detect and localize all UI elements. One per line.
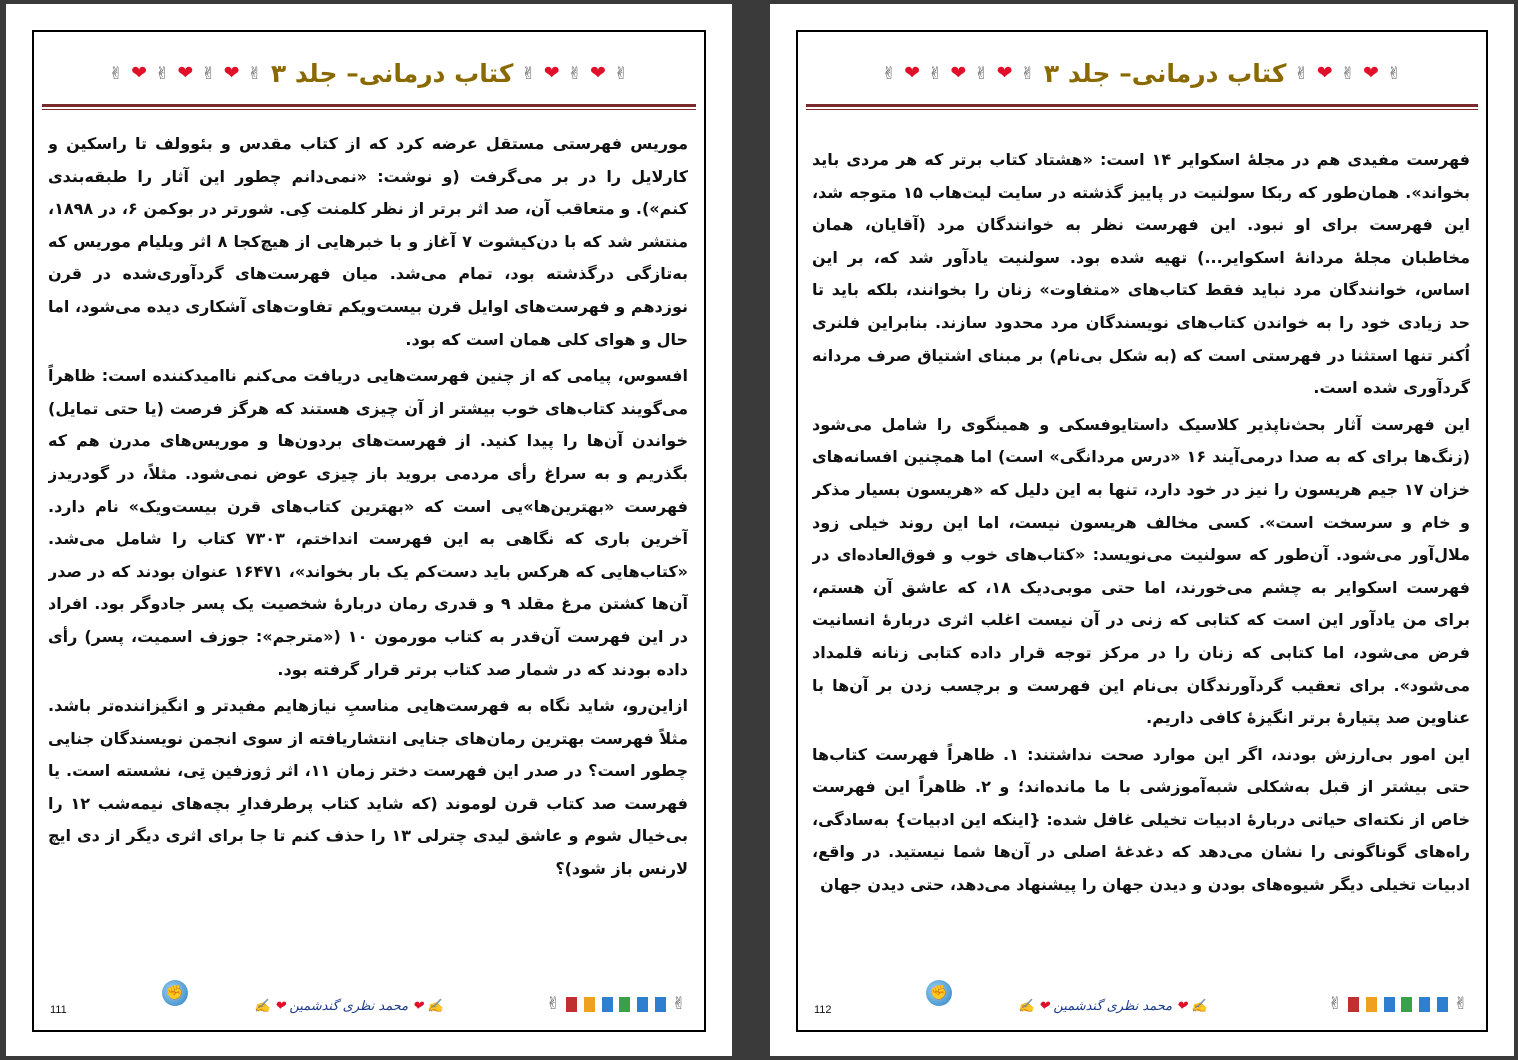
page-footer (808, 978, 1476, 1022)
heart-icon: ❤ (223, 62, 241, 84)
page-number: 112 (814, 1004, 832, 1016)
book-icon (1366, 997, 1377, 1012)
book-icon (1384, 997, 1395, 1012)
victory-hand-icon: ✌ (928, 64, 944, 84)
victory-hand-icon: ✌ (521, 64, 537, 84)
header-decoration-left (882, 62, 1036, 84)
victory-hand-icon: ✌ (671, 994, 686, 1014)
victory-hand-icon: ✌ (567, 64, 583, 84)
victory-hand-icon: ✌ (546, 994, 561, 1014)
header-rule (806, 104, 1478, 110)
page-header (808, 48, 1476, 98)
book-icon (584, 997, 595, 1012)
book-icon (655, 997, 666, 1012)
book-icon (637, 997, 648, 1012)
heart-icon: ❤ (1362, 62, 1380, 84)
page-111 (6, 4, 732, 1056)
victory-hand-icon: ✌ (881, 64, 898, 84)
paragraph: این امور بی‌ارزش بودند، اگر این موارد صحت نداشتند: ۱. ظاهراً فهرست کتاب‌ها حتی بیشتر از قبل به‌شکلی شبه‌آموزشی با ما مانده‌اند؛ و ۲. ظاهراً این فهرست خاص از نکته‌ای حیاتی دربارهٔ ادبیات تخیلی غافل شده: {اینکه این ادبیات} به‌سادگی، راه‌های گوناگونی را نشان می‌دهد که دغدغهٔ اصلی در آن‌ها شما نیستید. در واقع، ادبیات تخیلی دیگر شیوه‌های بودن و دیدن جهان را پیشنهاد می‌دهد، حتی دیدن جهان (812, 744, 1470, 895)
heart-icon: ❤ (950, 62, 968, 84)
heart-icon: ❤ (904, 62, 922, 84)
book-icon (1401, 997, 1412, 1012)
heart-icon: ❤ (1176, 999, 1188, 1014)
header-decoration-right (1294, 62, 1402, 84)
victory-hand-icon: ✌ (613, 64, 630, 84)
victory-hand-icon: ✌ (1020, 64, 1036, 84)
page-footer (44, 978, 694, 1022)
signature-text: محمد نظری گندشمین (1053, 999, 1173, 1014)
victory-hand-icon: ✌ (1294, 64, 1310, 84)
page-header (44, 48, 694, 98)
victory-hand-icon: ✌ (247, 64, 263, 84)
heart-icon: ❤ (589, 62, 607, 84)
victory-hand-icon: ✌ (1340, 64, 1356, 84)
paragraph: فهرست مفیدی هم در مجلهٔ اسکوایر ۱۴ است: «هشتاد کتاب برتر که هر مردی باید بخواند». همان‌طور که ربکا سولنیت در پاییز گذشته در سایت لیت‌هاب ۱۵ متوجه شد، این فهرست برای او نبود. این فهرست نظر به خوانندگان مرد (آقایان، همان مخاطبان مجلهٔ مردانهٔ اسکوایر...) تهیه شده بود. سولنیت یادآور شد که، بر این اساس، خوانندگان مرد نباید فقط کتاب‌های «متفاوت» زنان را بخوانند، بلکه باید تا حد زیادی خود را به خواندن کتاب‌های نویسندگان مرد محدود سازند. بنابراین فلنری اُکنر تنها استثنا در فهرستی است که (به شکل بی‌نام) بر مبنای اشتیاق صرف مردانه گردآوری شده است. (812, 150, 1470, 398)
book-icon (619, 997, 630, 1012)
signature-text: محمد نظری گندشمین (289, 999, 409, 1014)
book-icon (602, 997, 613, 1012)
heart-icon: ❤ (131, 62, 149, 84)
heart-icon: ❤ (543, 62, 561, 84)
heart-icon: ❤ (177, 62, 195, 84)
heart-icon: ❤ (274, 999, 286, 1014)
victory-hand-icon: ✌ (1386, 64, 1403, 84)
book-icon (1437, 997, 1448, 1012)
books-decoration (546, 994, 686, 1014)
heart-icon: ❤ (1038, 999, 1050, 1014)
heart-icon: ❤ (996, 62, 1014, 84)
page-frame (32, 30, 706, 1032)
pen-icon: ✍ (427, 999, 444, 1014)
page-number: 111 (50, 1004, 67, 1016)
pen-icon: ✍ (1018, 999, 1035, 1014)
page-112 (770, 4, 1514, 1056)
globe-icon: ✊ (926, 980, 952, 1006)
author-signature (254, 999, 444, 1014)
heart-icon: ❤ (412, 999, 424, 1014)
pen-icon: ✍ (1191, 999, 1208, 1014)
victory-hand-icon: ✌ (1328, 994, 1343, 1014)
paragraph: افسوس، پیامی که از چنین فهرست‌هایی دریافت می‌کنم ناامیدکننده است: ظاهراً می‌گویند کتاب‌های خوب بیشتر از آن چیزی هستند که هرگز فرصت (یا حتی تمایل) خواندن آن‌ها را پیدا کنید. از فهرست‌های بردون‌ها و موریس‌های مدرن هم که بگذریم و به سراغ رأی مردمی بروید باز چیزی عوض نمی‌شود. مثلاً، در گودریدز فهرست «بهترین‌ها»یی است که «بهترین کتاب‌های قرن بیست‌ویک» نام دارد. آخرین باری که نگاهی به این فهرست انداختم، ۷۳۰۳ کتاب را شامل می‌شد. «کتاب‌هایی که هرکس باید دست‌کم یک بار بخواند»، ۱۶۴۷۱ عنوان بودند که در صدر آن‌ها کشتن مرغ مقلد ۹ و قدری رمان دربارهٔ شخصیت یک پسر جادوگر بود. افراد در این فهرست آن‌قدر به کتاب مورمون ۱۰ («مترجم»: جوزف اسمیت، پسر) رأی داده بودند که در شمار صد کتاب برتر قرار گرفته بود. (48, 366, 688, 679)
header-title: کتاب درمانی– جلد ۳ (270, 58, 514, 88)
header-rule (42, 104, 696, 110)
header-title: کتاب درمانی– جلد ۳ (1043, 58, 1287, 88)
paragraph: این فهرست آثار بحث‌ناپذیر کلاسیک داستایوفسکی و همینگوی را شامل می‌شود (زنگ‌ها برای که به صدا درمی‌آیند ۱۶ «درس مردانگی» است) اما همچنین افسانه‌های خزان ۱۷ جیم هریسون را نیز در خود دارد، تنها به این دلیل که «هریسون بسیار مذکر و خام و سرسخت است». کسی مخالف هریسون نیست، اما این روند خیلی زود ملال‌آور می‌شود. آن‌طور که سولنیت می‌نویسد: «کتاب‌های خوب و فوق‌العاده‌ای در فهرست اسکوایر به چشم می‌خورند، اما حتی موبی‌دیک ۱۸، که عاشق آن هستم، برای من یادآور این است که کتابی که زنی در آن نیست اغلب اثری دربارهٔ انسانیت فرض می‌شود، اما کتابی که زنان را در مرکز توجه قرار داده کتابی زنانه قلمداد می‌شود». برای تعقیب گردآورندگان بی‌نام این فهرست و برچسب زدن بر آن‌ها با عناوین صد پتیارهٔ برتر انگیزهٔ کافی داریم. (812, 414, 1470, 728)
heart-icon: ❤ (1316, 62, 1334, 84)
page-body (812, 144, 1470, 952)
books-decoration (1328, 994, 1468, 1014)
victory-hand-icon: ✌ (974, 64, 990, 84)
header-decoration-left (109, 62, 263, 84)
globe-icon: ✊ (162, 980, 188, 1006)
book-icon (566, 997, 577, 1012)
victory-hand-icon: ✌ (201, 64, 217, 84)
page-frame (796, 30, 1488, 1032)
header-decoration-right (521, 62, 629, 84)
paragraph: موریس فهرستی مستقل عرضه کرد که از کتاب مقدس و بئوولف تا راسکین و کارلایل را در بر می‌گرفت (و نوشت: «نمی‌دانم چطور این آثار را طبقه‌بندی کنم»). و متعاقب آن، صد اثر برتر از نظر کلمنت کِی. شورتر در بوکمن ۶، در ۱۸۹۸، منتشر شد که با دن‌کیشوت ۷ آغاز و با خبرهایی از هیچ‌کجا ۸ اثر ویلیام موریس که به‌تازگی درگذشته بود، تمام می‌شد. میان فهرست‌های گردآوری‌شده در قرن نوزدهم و فهرست‌های اوایل قرن بیست‌ویکم تفاوت‌های آشکاری دیده می‌شود، اما حال و هوای کلی همان است که بود. (48, 134, 688, 349)
pen-icon: ✍ (254, 999, 271, 1014)
victory-hand-icon: ✌ (1453, 994, 1468, 1014)
book-icon (1348, 997, 1359, 1012)
victory-hand-icon: ✌ (155, 64, 171, 84)
book-icon (1419, 997, 1430, 1012)
paragraph: ازاین‌رو، شاید نگاه به فهرست‌هایی مناسبِ نیازهایم مفیدتر و انگیزاننده‌تر باشد. مثلاً فهرست بهترین رمان‌های جنایی انتشاریافته از سوی انجمن نویسندگان جنایی چطور است؟ در صدر این فهرست دختر زمان ۱۱، اثر ژوزفین تِی، نشسته است. یا فهرست صد کتاب قرن لوموند (که شاید کتاب پرطرفدارِ بچه‌های نیمه‌شب ۱۲ را بی‌خیال شوم و عاشق لیدی چترلی ۱۳ را حذف کنم تا جا برای اثری دیگر از دی ایچ لارنس باز شود)؟ (48, 696, 688, 879)
victory-hand-icon: ✌ (108, 64, 125, 84)
author-signature (1018, 999, 1208, 1014)
page-body (48, 128, 688, 952)
